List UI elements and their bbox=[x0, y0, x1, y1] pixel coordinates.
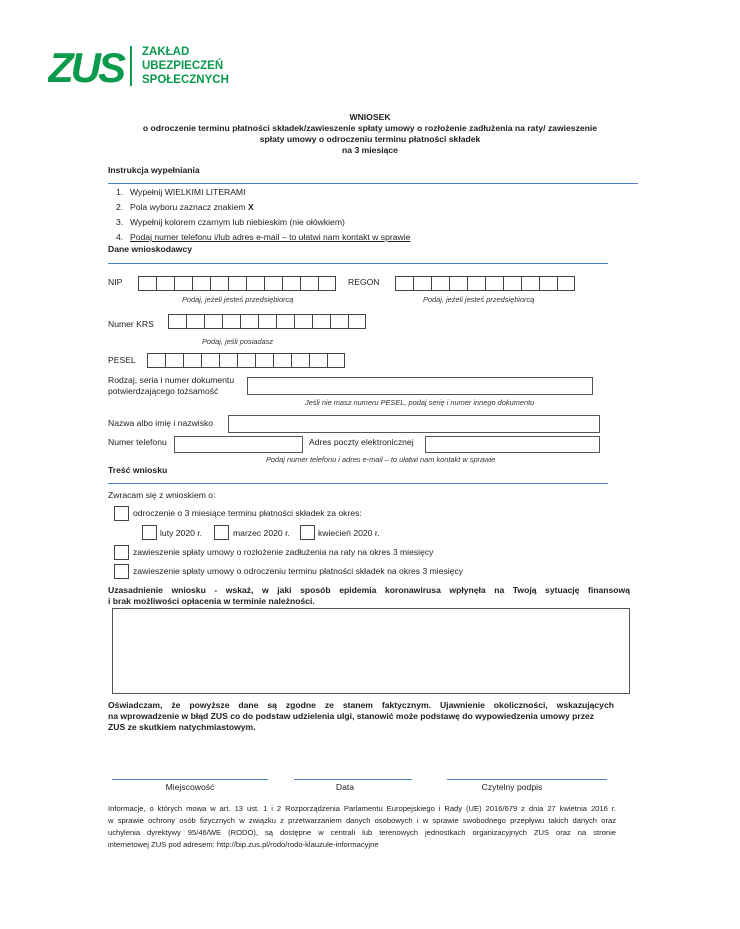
regon-label: REGON bbox=[348, 277, 380, 287]
title-line2: spłaty umowy o odroczeniu terminu płatności składek bbox=[259, 134, 481, 144]
instruction-item: 3. Wypełnij kolorem czarnym lub niebieskim (nie ołówkiem) bbox=[116, 217, 345, 227]
phone-label: Numer telefonu bbox=[108, 437, 167, 447]
svg-text:ZUS: ZUS bbox=[48, 44, 123, 88]
logo-wordmark bbox=[142, 45, 229, 87]
option-suspension-checkbox[interactable] bbox=[114, 564, 129, 579]
email-input[interactable] bbox=[425, 436, 600, 453]
date-line bbox=[294, 779, 412, 780]
signature-label: Czytelny podpis bbox=[481, 782, 543, 792]
nip-label: NIP bbox=[108, 277, 123, 287]
month-apr-label: kwiecień 2020 r. bbox=[318, 528, 380, 538]
instructions-heading: Instrukcja wypełniania bbox=[108, 165, 200, 175]
contact-hint: Podaj numer telefonu i adres e-mail – to ułatwi nam kontakt w sprawie bbox=[266, 455, 496, 464]
nip-input[interactable] bbox=[138, 276, 336, 291]
document-input[interactable] bbox=[247, 377, 593, 395]
instruction-item: 4. Podaj numer telefonu i/lub adres e-mail – to ułatwi nam kontakt w sprawie bbox=[116, 232, 411, 242]
nip-hint: Podaj, jeżeli jesteś przedsiębiorcą bbox=[182, 295, 294, 304]
pesel-label: PESEL bbox=[108, 355, 136, 365]
section-divider bbox=[108, 183, 638, 184]
krs-input[interactable] bbox=[168, 314, 366, 329]
title-line1: o odroczenie terminu płatności składek/zawieszenie spłaty umowy o rozłożenie zadłużenia na raty/ zawieszenie bbox=[142, 123, 598, 133]
name-label: Nazwa albo imię i nazwisko bbox=[108, 418, 214, 428]
justification-label: Uzasadnienie wniosku - wskaż, w jaki sposób epidemia koronawirusa wpłynęła na Twoją sytuację finansową i brak możliwości opłacenia w terminie należności. bbox=[108, 585, 630, 606]
option-deferral-checkbox[interactable] bbox=[114, 506, 129, 521]
month-apr-checkbox[interactable] bbox=[300, 525, 315, 540]
name-input[interactable] bbox=[228, 415, 600, 433]
instruction-item: 1. Wypełnij WIELKIMI LITERAMI bbox=[116, 187, 246, 197]
zus-logo-mark bbox=[48, 44, 128, 88]
month-mar-checkbox[interactable] bbox=[214, 525, 229, 540]
applicant-heading: Dane wnioskodawcy bbox=[108, 244, 193, 254]
justification-textarea[interactable] bbox=[112, 608, 630, 694]
email-label: Adres poczty elektronicznej bbox=[309, 437, 414, 447]
logo-name-line2: UBEZPIECZEŃ bbox=[142, 60, 224, 72]
gdpr-footer: Informacje, o których mowa w art. 13 ust. 1 i 2 Rozporządzenia Parlamentu Europejskiego i Rady (UE) 2016/679 z dnia 27 kwietnia 2016 r. w sprawie ochrony osób fizycznych w związku z przetwarzaniem danych osobowych i w sprawie swobodnego przepływu takich danych oraz uchylenia dyrektywy 95/46/WE (RODO), są dostępne w centrali lub terenowych jednostkach organizacyjnych ZUS oraz na stronie internetowej ZUS pod adresem: http://bip.zus.pl/rodo/rodo-klauzule-informacyjne bbox=[108, 804, 616, 849]
regon-hint: Podaj, jeżeli jesteś przedsiębiorcą bbox=[423, 295, 535, 304]
month-mar-label: marzec 2020 r. bbox=[233, 528, 290, 538]
document-label: Rodzaj, seria i numer dokumentu potwierdzającego tożsamość bbox=[108, 375, 235, 396]
instructions-list bbox=[116, 187, 516, 247]
logo-name-line1: ZAKŁAD bbox=[142, 46, 190, 58]
document-hint: Jeśli nie masz numeru PESEL, podaj serię i numer innego dokumentu bbox=[305, 398, 535, 407]
option-installments-checkbox[interactable] bbox=[114, 545, 129, 560]
pesel-input[interactable] bbox=[147, 353, 345, 368]
place-label: Miejscowość bbox=[165, 782, 215, 792]
title-heading: WNIOSEK bbox=[349, 112, 391, 122]
form-title bbox=[108, 112, 632, 156]
logo-name-line3: SPOŁECZNYCH bbox=[142, 74, 229, 86]
option-installments-label: zawieszenie spłaty umowy o rozłożenie zadłużenia na raty na okres 3 miesięcy bbox=[133, 547, 434, 557]
request-heading: Treść wniosku bbox=[108, 465, 168, 475]
logo-divider bbox=[130, 46, 132, 86]
section-divider bbox=[108, 483, 608, 484]
krs-hint: Podaj, jeśli posiadasz bbox=[202, 337, 274, 346]
title-line3: na 3 miesiące bbox=[342, 145, 398, 155]
request-intro: Zwracam się z wnioskiem o: bbox=[108, 490, 216, 500]
zus-logo bbox=[48, 44, 228, 90]
option-suspension-label: zawieszenie spłaty umowy o odroczeniu terminu płatności składek na okres 3 miesięcy bbox=[133, 566, 464, 576]
phone-input[interactable] bbox=[174, 436, 303, 453]
option-deferral-label: odroczenie o 3 miesiące terminu płatności składek za okres: bbox=[133, 508, 362, 518]
date-label: Data bbox=[335, 782, 355, 792]
signature-line bbox=[447, 779, 607, 780]
section-divider bbox=[108, 263, 608, 264]
declaration-text: Oświadczam, że powyższe dane są zgodne ze stanem faktycznym. Ujawnienie okoliczności, wskazujących na wprowadzenie w błąd ZUS co do podstaw udzielenia ulgi, stanowić może podstawę do wypowiedzenia umowy przez ZUS ze skutkiem natychmiastowym. bbox=[108, 700, 614, 732]
place-line bbox=[112, 779, 268, 780]
krs-label: Numer KRS bbox=[108, 319, 154, 329]
month-feb-checkbox[interactable] bbox=[142, 525, 157, 540]
regon-input[interactable] bbox=[395, 276, 575, 291]
month-feb-label: luty 2020 r. bbox=[160, 528, 203, 538]
instruction-item: 2. Pola wyboru zaznacz znakiem X bbox=[116, 202, 254, 212]
